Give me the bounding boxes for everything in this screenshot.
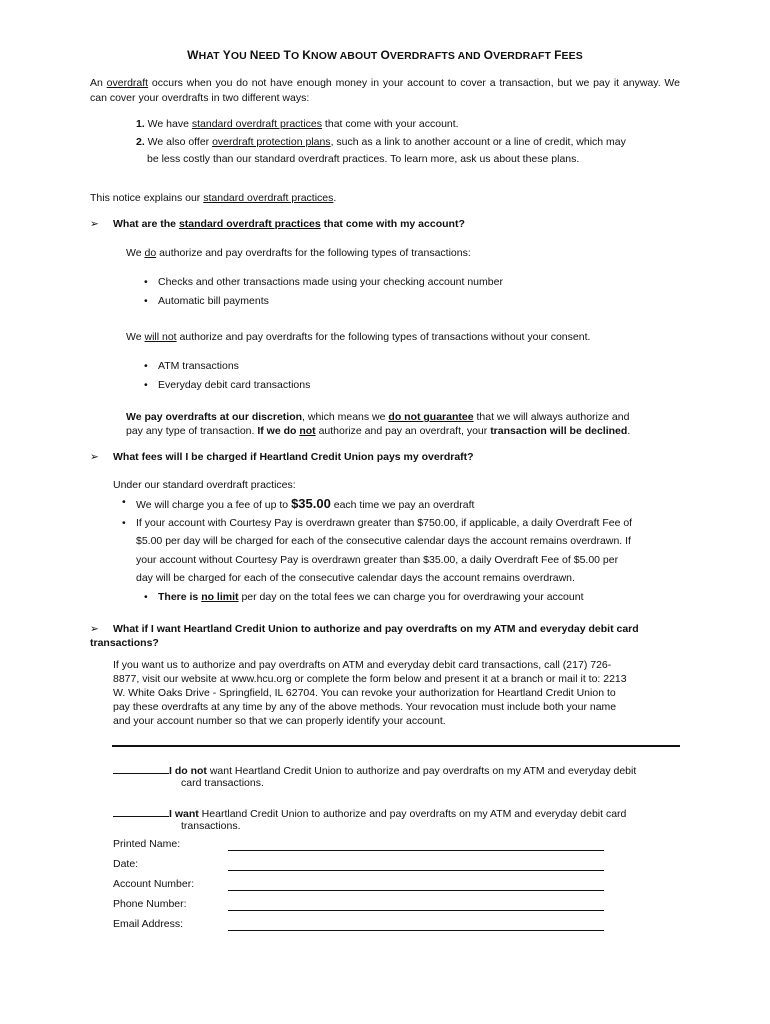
notice-text: This notice explains our: [90, 192, 204, 204]
way-term: overdraft protection plans: [212, 136, 331, 148]
option-bold: I want: [169, 808, 199, 820]
discretion-bold: If we do: [257, 425, 300, 437]
way-item-2: [136, 135, 626, 150]
question-text: that come with my account?: [320, 218, 465, 230]
fee-item-2-line: $5.00 per day will be charged for each of the consecutive calendar days the account remains overdrawn. If: [136, 535, 631, 547]
option-text: want Heartland Credit Union to authorize and pay overdrafts on my ATM and everyday debit: [206, 765, 637, 777]
page-title: [0, 48, 770, 62]
title-part: T: [283, 48, 291, 62]
form-divider: [112, 745, 680, 747]
we-do-text: We: [126, 247, 145, 259]
discretion-text: that we will always authorize and: [473, 411, 630, 423]
list-item: • ATM transactions: [158, 360, 239, 372]
we-not-term: will not: [144, 331, 177, 343]
fee-text: each time we pay an overdraft: [330, 499, 475, 511]
option-do-not: [113, 763, 636, 777]
title-part: O: [483, 48, 494, 62]
discretion-bold: transaction will be declined: [490, 425, 628, 437]
authorize-line: and your account number so that we can properly identify your account.: [113, 715, 446, 727]
date-field[interactable]: [228, 870, 604, 871]
we-will-not-line: [126, 331, 590, 343]
option-text: Heartland Credit Union to authorize and pay overdrafts on my ATM and everyday debit card: [198, 808, 627, 820]
intro-text: An: [90, 77, 107, 89]
question-fees: What fees will I be charged if Heartland Credit Union pays my overdraft?: [113, 451, 474, 463]
discretion-text: pay any type of transaction.: [126, 425, 258, 437]
question-authorize-continued: transactions?: [90, 637, 159, 649]
arrow-bullet-icon: ➢: [90, 218, 99, 230]
discretion-text: , which means we: [302, 411, 389, 423]
title-part: O: [380, 48, 390, 62]
intro-text: occurs when you do not have enough money in your account to cover a transaction, but we pay it anyway. We can cover your overdrafts in two different ways:: [90, 77, 680, 104]
title-part: F: [554, 48, 562, 62]
field-label-printed-name: Printed Name:: [113, 838, 181, 850]
list-item: • Everyday debit card transactions: [158, 379, 310, 391]
discretion-bold: We pay overdrafts at our discretion: [126, 411, 303, 423]
overdraft-term: overdraft: [106, 77, 149, 89]
option-blank-checkbox[interactable]: [113, 806, 169, 817]
list-item: • Checks and other transactions made using your checking account number: [158, 276, 503, 288]
title-part: EED: [258, 50, 284, 62]
authorize-line: W. White Oaks Drive - Springfield, IL 62704. You can revoke your authorization for Heartland Credit Union to: [113, 687, 616, 699]
fee-bold: no limit: [201, 591, 239, 603]
field-label-email-address: Email Address:: [113, 918, 184, 930]
way-text: We also offer: [144, 136, 213, 148]
printed-name-field[interactable]: [228, 850, 604, 851]
title-part: HAT: [198, 50, 223, 62]
title-part: EES: [561, 50, 583, 62]
title-part: VERDRAFTS AND: [389, 50, 484, 62]
title-part: VERDRAFT: [493, 50, 555, 62]
we-do-term: do: [144, 247, 157, 259]
fee-item-1: [136, 496, 474, 511]
fee-text: per day on the total fees we can charge you for overdrawing your account: [238, 591, 584, 603]
way-number: 1.: [136, 118, 145, 130]
question-text: What are the: [113, 218, 179, 230]
title-part: NOW ABOUT: [311, 50, 381, 62]
option-bold: I do not: [169, 765, 207, 777]
way-text: , such as a link to another account or a line of credit, which may: [330, 136, 626, 148]
way-number: 2.: [136, 136, 145, 148]
authorize-line: 8877, visit our website at www.hcu.org or complete the form below and present it at a branch or mail it to: 2213: [113, 673, 627, 685]
title-part: N: [249, 48, 259, 62]
field-label-phone-number: Phone Number:: [113, 898, 187, 910]
email-address-field[interactable]: [228, 930, 604, 931]
title-part: OU: [230, 50, 250, 62]
fee-item-3: [158, 591, 583, 603]
fee-bold: There is: [158, 591, 202, 603]
title-part: Y: [222, 48, 231, 62]
discretion-line-1: [126, 411, 629, 423]
we-do-line: [126, 247, 471, 259]
phone-number-field[interactable]: [228, 910, 604, 911]
intro-paragraph: [90, 76, 680, 106]
fee-item-2-line: day will be charged for each of the consecutive calendar days the account remains overdrawn.: [136, 572, 575, 584]
discretion-text: authorize and pay an overdraft, your: [315, 425, 491, 437]
notice-text: .: [333, 192, 337, 204]
notice-term: standard overdraft practices: [203, 192, 334, 204]
fee-item-2-line: your account without Courtesy Pay is overdrawn greater than $35.00, a daily Overdraft Fee of $5.00 per: [136, 554, 619, 566]
question-term: standard overdraft practices: [178, 218, 321, 230]
option-do-not-continued: card transactions.: [181, 777, 264, 789]
we-not-text: authorize and pay overdrafts for the following types of transactions without your consent.: [176, 331, 591, 343]
field-label-account-number: Account Number:: [113, 878, 195, 890]
way-item-1: [136, 117, 459, 132]
authorize-line: If you want us to authorize and pay overdrafts on ATM and everyday debit card transactions, call (217) 726-: [113, 659, 612, 671]
we-not-text: We: [126, 331, 145, 343]
discretion-line-2: [126, 425, 630, 437]
authorize-line: pay these overdrafts at any time by any of the above methods. Your revocation must include both your name: [113, 701, 617, 713]
list-item: • Automatic bill payments: [158, 295, 269, 307]
way-text: We have: [144, 118, 192, 130]
we-do-text: authorize and pay overdrafts for the following types of transactions:: [156, 247, 471, 259]
option-want-continued: transactions.: [181, 820, 241, 832]
way-term: standard overdraft practices: [191, 118, 323, 130]
notice-line: [90, 192, 336, 204]
fees-intro: Under our standard overdraft practices:: [113, 479, 296, 491]
account-number-field[interactable]: [228, 890, 604, 891]
way-text: that come with your account.: [322, 118, 459, 130]
fee-amount: $35.00: [291, 496, 331, 511]
discretion-text: .: [627, 425, 631, 437]
option-want: [113, 806, 626, 820]
fee-item-2: • If your account with Courtesy Pay is overdrawn greater than $750.00, if applicable, a daily Overdraft Fee of: [136, 517, 632, 529]
discretion-bold: not: [299, 425, 316, 437]
title-part: O: [290, 50, 303, 62]
field-label-date: Date:: [113, 858, 139, 870]
question-authorize: What if I want Heartland Credit Union to authorize and pay overdrafts on my ATM and everyday debit card: [113, 623, 639, 635]
fee-text: We will charge you a fee of up to: [136, 499, 292, 511]
question-standard-practices: [113, 218, 465, 230]
title-part: K: [302, 48, 312, 62]
arrow-bullet-icon: ➢: [90, 623, 99, 635]
discretion-bold: do not guarantee: [388, 411, 474, 423]
way-item-2-continued: be less costly than our standard overdraft practices. To learn more, ask us about these plans.: [147, 153, 580, 165]
title-part: W: [187, 48, 199, 62]
arrow-bullet-icon: ➢: [90, 451, 99, 463]
option-blank-checkbox[interactable]: [113, 763, 169, 774]
